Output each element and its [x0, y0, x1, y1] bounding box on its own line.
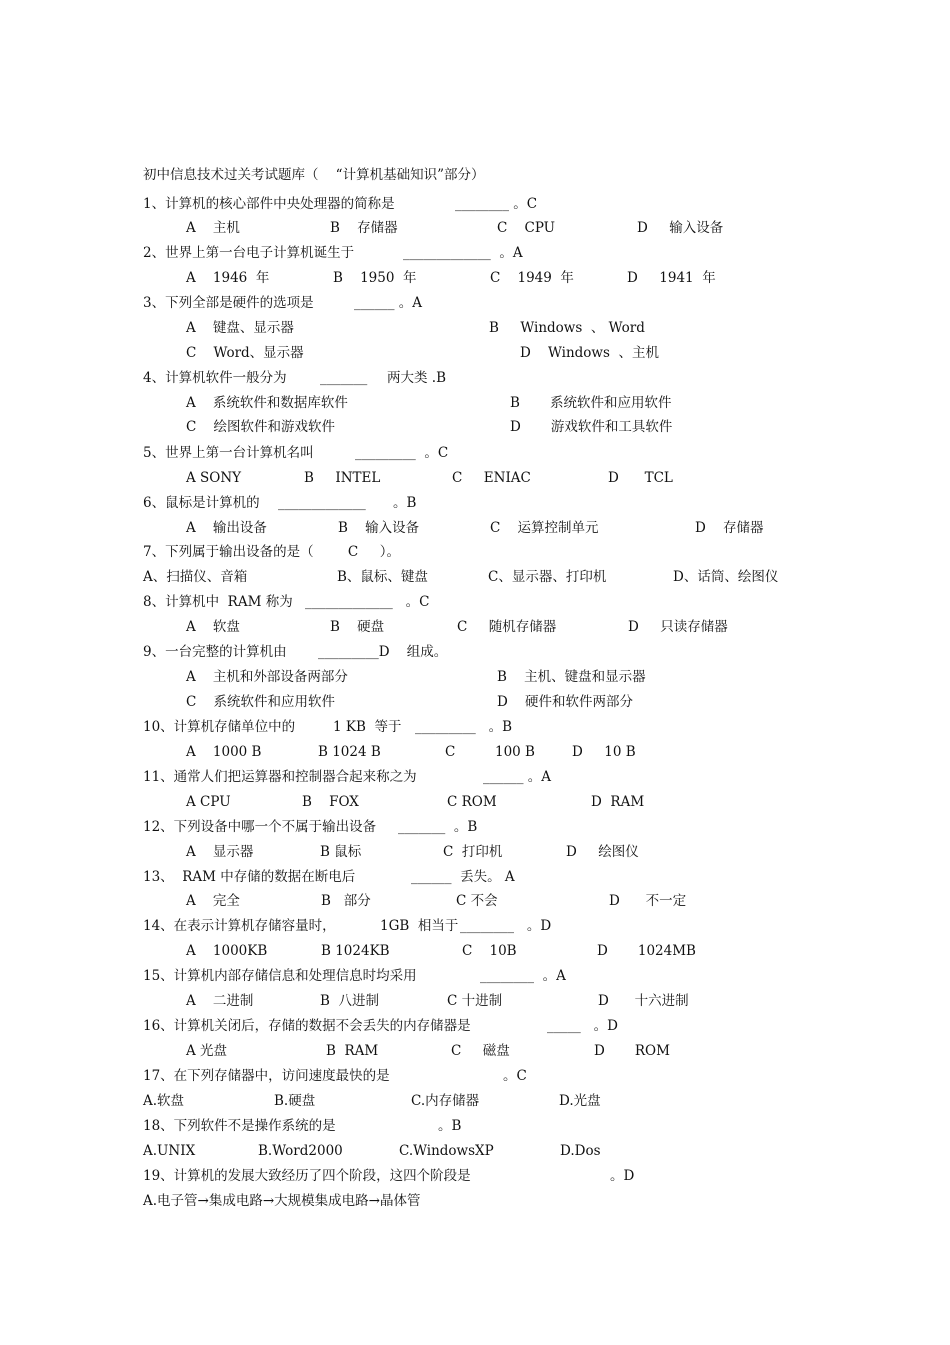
question-text: ______ 。A [354, 295, 423, 311]
option-text: B 1024 B [318, 744, 381, 760]
question-text: 18、下列软件不是操作系统的是 [143, 1118, 336, 1134]
question-text: _________D 组成。 [318, 644, 448, 660]
option-text: C 10B [462, 943, 517, 959]
option-text: C 打印机 [443, 844, 503, 860]
question-text: 2、世界上第一台电子计算机诞生于 [143, 245, 355, 261]
question-text: 。B [438, 1118, 462, 1134]
question-text: 14、在表示计算机存储容量时， [143, 918, 336, 934]
title-text: 初中信息技术过关考试题库（ “计算机基础知识”部分） [143, 167, 485, 183]
option-text: C Word、显示器 [186, 345, 304, 361]
option-text: A 主机 [186, 220, 240, 236]
question-text: 15、计算机内部存储信息和处理信息时均采用 [143, 968, 417, 984]
question-text: 。C [503, 1068, 527, 1084]
question-text: 1、计算机的核心部件中央处理器的简称是 [143, 196, 395, 212]
option-text: C ENIAC [452, 470, 531, 486]
option-text: A 1000 B [186, 744, 262, 760]
option-text: D.Dos [560, 1143, 601, 1159]
question-text: 13、 RAM 中存储的数据在断电后 [143, 869, 356, 885]
option-text: A 输出设备 [186, 520, 267, 536]
option-text: D、话筒、绘图仪 [673, 569, 779, 585]
question-text: 1GB 相当于 [380, 918, 459, 934]
option-text: D RAM [591, 794, 645, 810]
option-text: 100 B [495, 744, 535, 760]
option-text: A 主机和外部设备两部分 [186, 669, 348, 685]
option-text: A CPU [186, 794, 231, 810]
question-text: 17、在下列存储器中，访问速度最快的是 [143, 1068, 390, 1084]
question-text: 9、一台完整的计算机由 [143, 644, 287, 660]
option-text: D 十六进制 [598, 993, 689, 1009]
option-text: C.内存储器 [411, 1093, 480, 1109]
option-text: B 1024KB [321, 943, 390, 959]
question-text: 11、通常人们把运算器和控制器合起来称之为 [143, 769, 417, 785]
option-text: D 输入设备 [637, 220, 724, 236]
option-text: B.Word2000 [258, 1143, 343, 1159]
option-text: D 10 B [572, 744, 636, 760]
question-text: ______ 丢失。 A [411, 869, 515, 885]
option-text: C 系统软件和应用软件 [186, 694, 335, 710]
option-text: B 硬盘 [330, 619, 385, 635]
option-text: D 存储器 [695, 520, 764, 536]
option-text: B 存储器 [330, 220, 398, 236]
option-text: A 键盘、显示器 [186, 320, 294, 336]
option-text: C 磁盘 [451, 1043, 510, 1059]
option-text: D 只读存储器 [628, 619, 728, 635]
option-text: C ROM [447, 794, 497, 810]
question-text: _______ [320, 370, 368, 386]
option-text: C 十进制 [447, 993, 503, 1009]
question-text: 16、计算机关闭后，存储的数据不会丢失的内存储器是 [143, 1018, 471, 1034]
question-text: 12、下列设备中哪一个不属于输出设备 [143, 819, 377, 835]
option-text: A 显示器 [186, 844, 254, 860]
option-text: B 1950 年 [333, 270, 417, 286]
question-text: ________ 。D [460, 918, 552, 934]
question-text: _____________ [278, 495, 366, 511]
option-text: D 1941 年 [627, 270, 716, 286]
option-text: A 光盘 [186, 1043, 228, 1059]
option-text: B FOX [302, 794, 359, 810]
question-text: 19、计算机的发展大致经历了四个阶段，这四个阶段是 [143, 1168, 471, 1184]
question-text: _________ 。B [415, 719, 513, 735]
question-text: 两大类 .B [387, 370, 447, 386]
option-text: C 随机存储器 [457, 619, 557, 635]
option-text: C 绘图软件和游戏软件 [186, 419, 335, 435]
option-text: C 不会 [456, 893, 498, 909]
option-text: B 主机、键盘和显示器 [497, 669, 646, 685]
option-text: D 不一定 [609, 893, 687, 909]
option-text: D 1024MB [597, 943, 696, 959]
option-text: D 硬件和软件两部分 [497, 694, 633, 710]
option-text: C 运算控制单元 [490, 520, 599, 536]
option-text: A.UNIX [143, 1143, 196, 1159]
question-text: _________ 。C [355, 445, 449, 461]
question-text: _____ 。D [547, 1018, 618, 1034]
option-text: A、扫描仪、音箱 [143, 569, 248, 585]
option-text: C.WindowsXP [399, 1143, 494, 1159]
option-text: B、鼠标、键盘 [337, 569, 428, 585]
question-text: 7、下列属于输出设备的是（ C ）。 [143, 544, 400, 560]
question-text: 5、世界上第一台计算机名叫 [143, 445, 314, 461]
option-text: A 1000KB [186, 943, 268, 959]
question-text: 10、计算机存储单位中的 [143, 719, 296, 735]
option-text: D ROM [594, 1043, 670, 1059]
question-text: ______ 。A [483, 769, 552, 785]
option-text: A 软盘 [186, 619, 240, 635]
option-text: B Windows 、 Word [489, 320, 645, 336]
option-text: D TCL [608, 470, 673, 486]
option-text: C CPU [497, 220, 556, 236]
question-text: 3、下列全部是硬件的选项是 [143, 295, 314, 311]
question-text: _______ 。B [398, 819, 478, 835]
option-text: A.软盘 [143, 1093, 185, 1109]
question-text: ________ 。A [480, 968, 566, 984]
question-text: 8、计算机中 RAM 称为 [143, 594, 293, 610]
option-text: D 游戏软件和工具软件 [510, 419, 673, 435]
option-text: C [445, 744, 456, 760]
option-text: B 部分 [321, 893, 371, 909]
question-text: 6、鼠标是计算机的 [143, 495, 260, 511]
option-text: C 1949 年 [490, 270, 574, 286]
option-text: B 鼠标 [320, 844, 362, 860]
option-text: B.硬盘 [274, 1093, 316, 1109]
question-text: 1 KB 等于 [333, 719, 402, 735]
question-text: 4、计算机软件一般分为 [143, 370, 287, 386]
option-text: B 输入设备 [338, 520, 420, 536]
option-text: A 系统软件和数据库软件 [186, 395, 348, 411]
question-text: 。D [610, 1168, 635, 1184]
option-text: A 二进制 [186, 993, 254, 1009]
option-text: B INTEL [304, 470, 381, 486]
question-text: _____________ 。C [305, 594, 430, 610]
question-text: 。B [393, 495, 417, 511]
option-text: A 完全 [186, 893, 240, 909]
question-text: ________ 。C [455, 196, 538, 212]
option-text: A SONY [186, 470, 242, 486]
option-text: B 系统软件和应用软件 [510, 395, 672, 411]
option-text: D 绘图仪 [566, 844, 639, 860]
option-text: A 1946 年 [186, 270, 270, 286]
option-text: C、显示器、打印机 [488, 569, 607, 585]
question-text: _____________ 。A [403, 245, 523, 261]
option-text: B 八进制 [320, 993, 380, 1009]
option-text: B RAM [326, 1043, 379, 1059]
option-text: D Windows 、主机 [520, 345, 659, 361]
option-text: A.电子管→集成电路→大规模集成电路→晶体管 [143, 1193, 421, 1209]
option-text: D.光盘 [559, 1093, 601, 1109]
